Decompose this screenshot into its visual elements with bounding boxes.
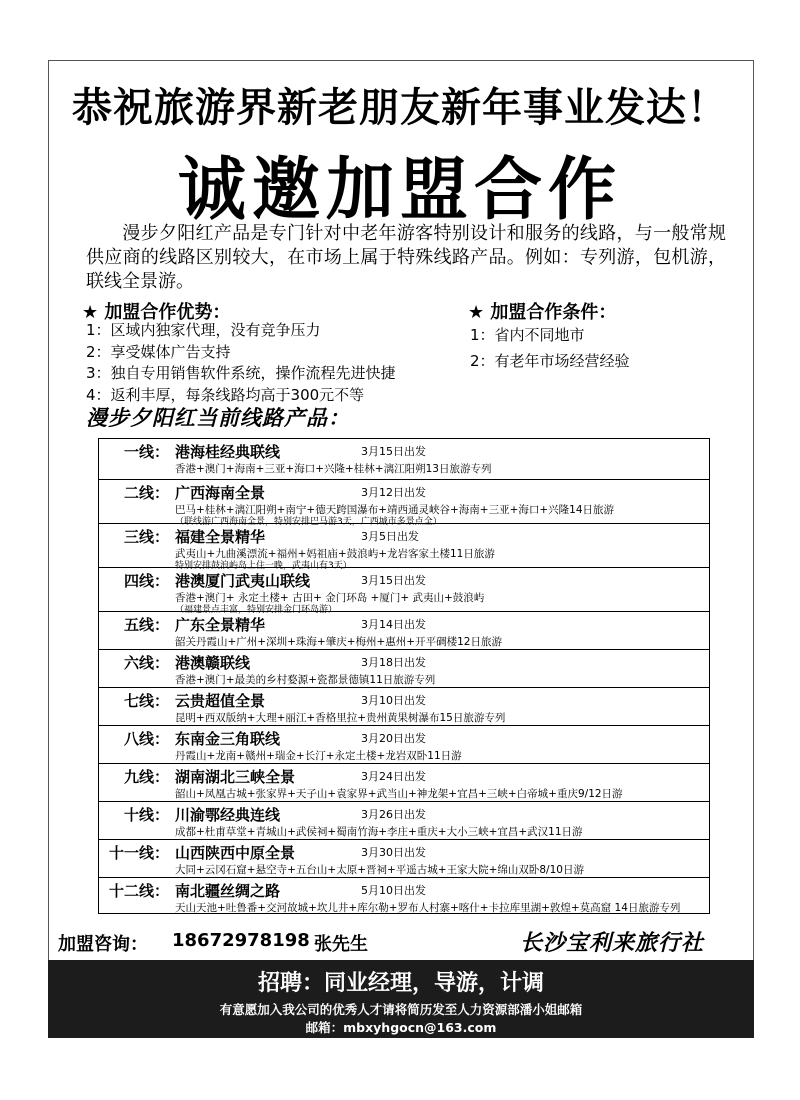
route-desc: 香港+澳门+ 永定土楼+ 古田+ 金门环岛 +厦门+ 武夷山+鼓浪屿 [175, 592, 485, 604]
route-desc: 天山天池+吐鲁番+交河故城+坎儿井+库尔勒+罗布人村寨+喀什+卡拉库里湖+敦煌+莫高窟 14日旅游专列 [175, 902, 681, 914]
advantage-item: 4：返利丰厚，每条线路均高于300元不等 [86, 385, 365, 404]
route-date: 3月20日出发 [361, 732, 426, 745]
route-title: 东南金三角联线 [175, 730, 281, 748]
route-number: 十线： [123, 806, 169, 824]
route-row [99, 479, 709, 527]
route-desc: 昆明+西双版纳+大理+丽江+香格里拉+贵州黄果树瀑布15日旅游专列 [175, 712, 506, 724]
route-title: 川渝鄂经典连线 [175, 806, 281, 824]
route-date: 3月12日出发 [361, 486, 426, 499]
route-desc: 大同+云冈石窟+悬空寺+五台山+太原+晋祠+平遥古城+王家大院+绵山双卧8/10日游 [175, 864, 584, 876]
route-date: 3月30日出发 [361, 846, 426, 859]
route-desc: 丹霞山+龙南+赣州+瑞金+长汀+永定土楼+龙岩双卧11日游 [175, 750, 462, 762]
route-number: 二线： [123, 484, 169, 502]
route-number: 九线： [123, 768, 169, 786]
route-date: 3月5日出发 [361, 530, 419, 543]
route-title: 云贵超值全景 [175, 692, 266, 710]
route-title: 山西陕西中原全景 [175, 844, 296, 862]
condition-item: 2：有老年市场经营经验 [470, 352, 630, 370]
recruit-banner [48, 960, 754, 1038]
route-date: 3月18日出发 [361, 656, 426, 669]
advantage-item: 2：享受媒体广告支持 [86, 342, 231, 361]
conditions-list [470, 322, 630, 374]
recruit-text: 有意愿加入我公司的优秀人才请将简历发至人力资源部潘小姐邮箱 [219, 1002, 583, 1017]
route-title: 港澳厦门武夷山联线 [175, 572, 311, 590]
route-title: 湖南湖北三峡全景 [175, 768, 296, 786]
subheadline: 诚邀加盟合作 [177, 150, 622, 230]
route-date: 3月14日出发 [361, 618, 426, 631]
route-row [99, 763, 709, 801]
route-row [99, 611, 709, 649]
route-title: 港海桂经典联线 [175, 443, 281, 461]
route-row [99, 439, 709, 479]
route-title: 福建全景精华 [175, 528, 266, 546]
route-number: 八线： [123, 730, 169, 748]
route-desc: 韶山+凤凰古城+张家界+天子山+袁家界+武当山+神龙架+宜昌+三峡+白帝城+重庆9/12日游 [175, 788, 623, 800]
route-date: 3月26日出发 [361, 808, 426, 821]
condition-item: 1：省内不同地市 [470, 326, 585, 344]
route-row [99, 687, 709, 725]
route-title: 南北疆丝绸之路 [175, 882, 281, 900]
agency-name: 长沙宝利来旅行社 [520, 931, 705, 956]
route-row [99, 567, 709, 615]
route-title: 广西海南全景 [175, 484, 266, 502]
conditions-title: ★ 加盟合作条件： [468, 302, 617, 323]
route-date: 3月24日出发 [361, 770, 426, 783]
route-desc: 韶关丹霞山+广州+深圳+珠海+肇庆+梅州+惠州+开平碉楼12日旅游 [175, 636, 502, 648]
route-row [99, 725, 709, 763]
route-number: 一线： [123, 443, 169, 461]
route-note: 特别安排鼓浪屿岛上住一晚，武夷山有3天） [175, 561, 352, 571]
route-number: 十二线： [108, 882, 169, 900]
route-date: 3月10日出发 [361, 694, 426, 707]
route-row [99, 801, 709, 839]
advantages-title: ★ 加盟合作优势： [82, 302, 231, 323]
advantage-item: 3：独自专用销售软件系统，操作流程先进快捷 [86, 364, 396, 382]
route-row [99, 649, 709, 687]
route-title: 港澳赣联线 [175, 654, 251, 672]
route-row [99, 839, 709, 877]
routes-table [98, 438, 710, 914]
products-title: 漫步夕阳红当前线路产品： [86, 406, 350, 430]
route-number: 四线： [123, 572, 169, 590]
route-title: 广东全景精华 [175, 616, 266, 634]
route-row [99, 877, 709, 915]
route-date: 5月10日出发 [361, 884, 426, 897]
route-desc: 香港+澳门+海南+三亚+海口+兴隆+桂林+漓江阳朔13日旅游专列 [175, 463, 492, 475]
email-address: mbxyhgocn@163.com [343, 1020, 497, 1035]
route-desc: 香港+澳门+最美的乡村婺源+瓷都景德镇11日旅游专列 [175, 674, 436, 686]
route-date: 3月15日出发 [361, 574, 426, 587]
advantage-item: 1：区域内独家代理，没有竞争压力 [86, 321, 321, 339]
route-date: 3月15日出发 [361, 445, 426, 458]
intro-paragraph [86, 222, 726, 294]
route-desc: 成都+杜甫草堂+青城山+武侯祠+蜀南竹海+李庄+重庆+大小三峡+宜昌+武汉11日游 [175, 826, 583, 838]
route-row [99, 523, 709, 571]
route-desc: 武夷山+九曲溪漂流+福州+妈祖庙+鼓浪屿+龙岩客家土楼11日旅游 [175, 548, 495, 560]
route-number: 十一线： [108, 844, 169, 862]
route-number: 六线： [123, 654, 169, 672]
route-note: （福建景点丰富，特别安排金门环岛游） [175, 605, 338, 615]
recruit-title: 招聘：同业经理，导游，计调 [257, 971, 544, 996]
route-number: 七线： [123, 692, 169, 710]
route-note: （联线游广西海南全景，特别安排巴马游3天，广西城市多景点全） [175, 517, 442, 527]
contact-phone: 18672978198 [172, 930, 310, 951]
contact-person: 张先生 [314, 934, 368, 955]
headline: 恭祝旅游界新老朋友新年事业发达！ [72, 84, 728, 131]
route-number: 三线： [123, 528, 169, 546]
email-label: 邮箱： [305, 1020, 344, 1035]
recruit-email-row [48, 1018, 754, 1036]
route-desc: 巴马+桂林+漓江阳朔+南宁+德天跨国瀑布+靖西通灵峡谷+海南+三亚+海口+兴隆14日旅游 [175, 504, 615, 516]
intro-text: 漫步夕阳红产品是专门针对中老年游客特别设计和服务的线路，与一般常规供应商的线路区别较大，在市场上属于特殊线路产品。例如：专列游，包机游，联线全景游。 [86, 223, 726, 292]
contact-label: 加盟咨询： [58, 934, 148, 955]
advantages-list [86, 320, 396, 406]
route-number: 五线： [123, 616, 169, 634]
